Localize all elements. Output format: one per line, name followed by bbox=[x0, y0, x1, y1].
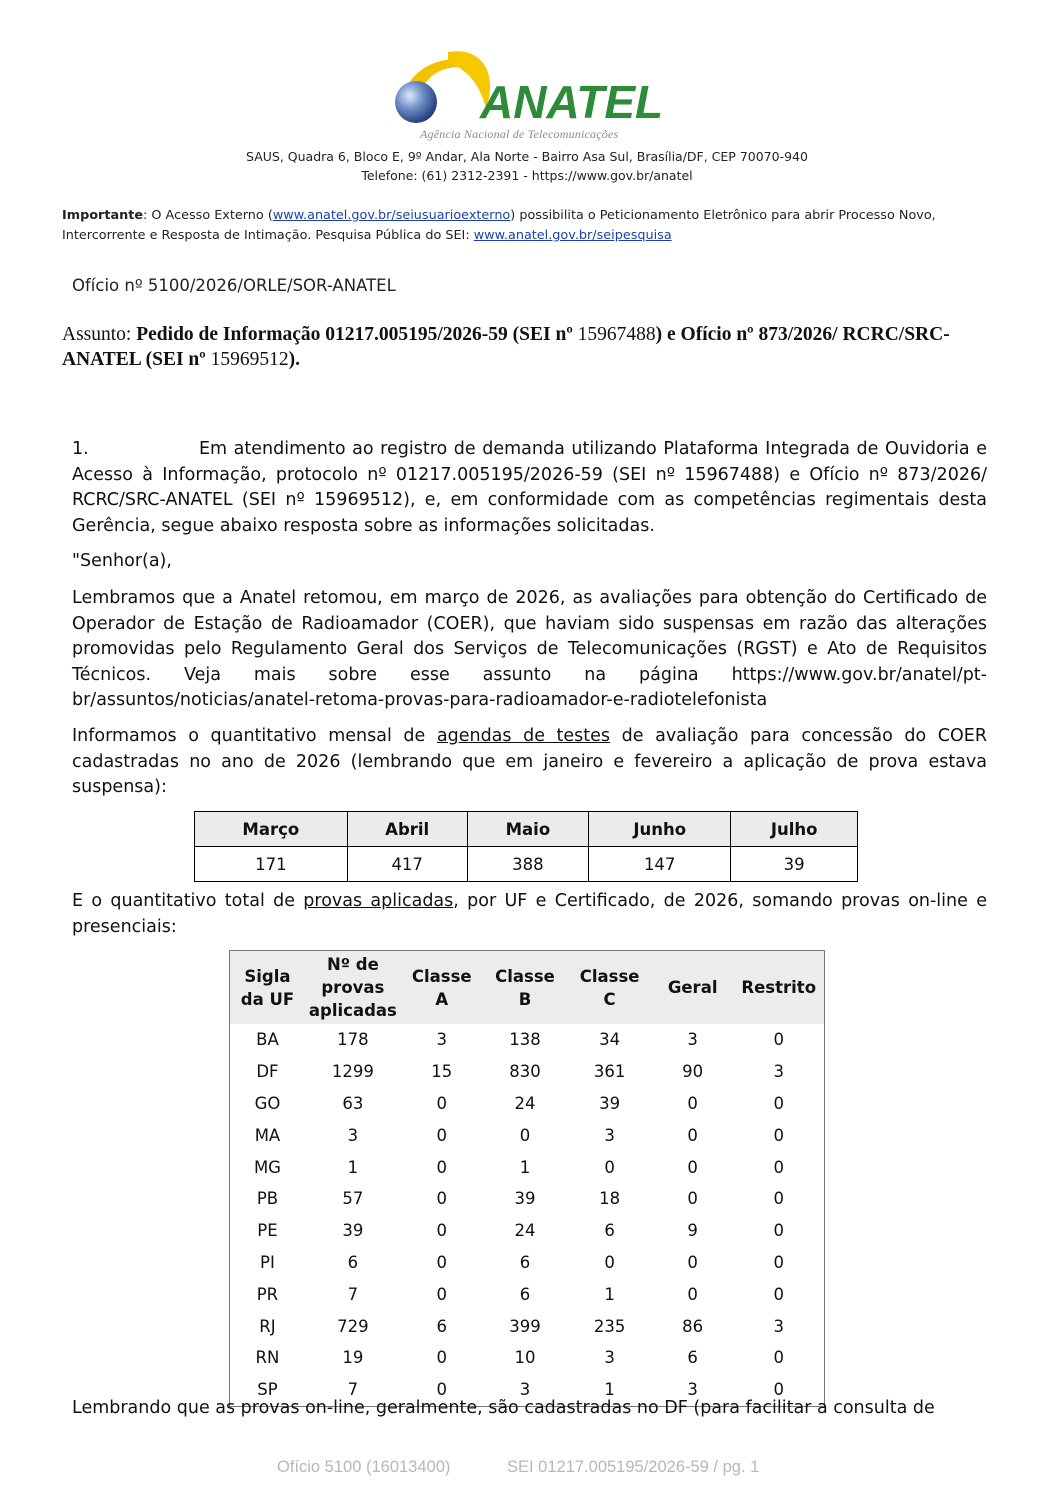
assunto-bold-2: ) e Ofício nº 873/2026/ RCRC/SRC-ANATEL (SEI nº bbox=[62, 324, 950, 370]
col-header: Nº de provas aplicadas bbox=[305, 951, 401, 1025]
table-cell: 6 bbox=[436, 1316, 447, 1336]
table-cell: GO bbox=[254, 1093, 281, 1113]
table-row bbox=[230, 1088, 825, 1120]
table-cell: 0 bbox=[436, 1125, 447, 1145]
table-cell: 0 bbox=[687, 1284, 698, 1304]
table-row bbox=[230, 1310, 825, 1342]
table-cell: SP bbox=[257, 1380, 278, 1400]
table-cell: 19 bbox=[342, 1348, 364, 1368]
table-cell: 0 bbox=[773, 1348, 784, 1368]
table-cell: 7 bbox=[347, 1380, 359, 1400]
table-cell: 18 bbox=[599, 1189, 621, 1209]
table-cell: DF bbox=[256, 1062, 279, 1082]
table-row bbox=[230, 1056, 825, 1088]
table-cell: 0 bbox=[773, 1380, 784, 1400]
p3-text-a: Informamos o quantitativo mensal de bbox=[72, 726, 437, 746]
table-row bbox=[230, 1278, 825, 1310]
footer-process-page: SEI 01217.005195/2026-59 / pg. 1 bbox=[507, 1458, 760, 1476]
monthly-schedules-table bbox=[194, 811, 858, 882]
table-cell: 6 bbox=[604, 1221, 615, 1241]
table-cell: 0 bbox=[687, 1252, 698, 1272]
table-cell: 34 bbox=[599, 1030, 621, 1050]
month-value: 39 bbox=[731, 847, 858, 882]
table-cell: 10 bbox=[514, 1348, 536, 1368]
p4-text-b: , por UF e Certificado, de 2026, somando provas on-line e presenciais: bbox=[72, 891, 987, 937]
assunto-bold-3: ). bbox=[288, 349, 300, 370]
table-cell: 0 bbox=[687, 1125, 698, 1145]
oficio-number: Ofício nº 5100/2026/ORLE/SOR-ANATEL bbox=[72, 276, 396, 295]
table-cell: 86 bbox=[682, 1316, 704, 1336]
table-cell: 729 bbox=[337, 1316, 369, 1336]
table-cell: 6 bbox=[687, 1348, 698, 1368]
paragraph-1-text: Em atendimento ao registro de demanda utilizando Plataforma Integrada de Ouvidoria e Acesso à Informação, protocolo nº 01217.005195/2026-59 (SEI nº 15967488) e Ofício nº 873/2026/ RCRC/SRC-ANATEL (SEI nº 15969512), e, em conformidade com as competências regimentais desta Gerência, segue abaixo resposta sobre as informações solicitadas. bbox=[72, 439, 987, 536]
p3-underlined: agendas de testes bbox=[436, 726, 611, 746]
table-cell: 39 bbox=[599, 1093, 621, 1113]
table-cell: 39 bbox=[514, 1189, 536, 1209]
col-header: Restrito bbox=[733, 951, 824, 1025]
assunto-sei-2: 15969512 bbox=[210, 349, 289, 370]
table-cell: 15 bbox=[431, 1062, 453, 1082]
table-cell: 138 bbox=[509, 1030, 541, 1050]
month-value: 388 bbox=[467, 847, 588, 882]
table-cell: 0 bbox=[773, 1157, 784, 1177]
table-cell: 0 bbox=[687, 1093, 698, 1113]
table-cell: 0 bbox=[773, 1125, 784, 1145]
table-row bbox=[230, 1183, 825, 1215]
month-header: Abril bbox=[347, 812, 467, 847]
table-row bbox=[230, 1247, 825, 1279]
table-cell: 1299 bbox=[331, 1062, 374, 1082]
assunto-sei-1: 15967488 bbox=[577, 324, 656, 345]
table-cell: 0 bbox=[436, 1093, 447, 1113]
public-search-link[interactable]: www.anatel.gov.br/seipesquisa bbox=[473, 228, 672, 243]
p4-text-a: E o quantitativo total de bbox=[72, 891, 304, 911]
table-cell: 0 bbox=[604, 1252, 615, 1272]
uf-table-body bbox=[230, 1024, 825, 1406]
table-cell: 0 bbox=[436, 1348, 447, 1368]
paragraph-4 bbox=[72, 889, 987, 940]
table-cell: PB bbox=[256, 1189, 279, 1209]
table-cell: 0 bbox=[773, 1189, 784, 1209]
table-cell: 0 bbox=[519, 1125, 531, 1145]
col-header: Classe C bbox=[567, 951, 652, 1025]
table-cell: PE bbox=[257, 1221, 278, 1241]
table-cell: PR bbox=[256, 1284, 279, 1304]
table-cell: 178 bbox=[337, 1030, 369, 1050]
col-header: Classe B bbox=[483, 951, 568, 1025]
table-cell: 0 bbox=[773, 1093, 784, 1113]
paragraph-2: Lembramos que a Anatel retomou, em março de 2026, as avaliações para obtenção do Certificado de Operador de Estação de Radioamador (COER), que haviam sido suspensas em razão das alterações promovidas pelo Regulamento Geral dos Serviços de Telecomunicações (RGST) e Ato de Requisitos Técnicos. Veja mais sobre esse assunto na página https://www.gov.br/anatel/pt-br/assuntos/noticias/anatel-retoma-provas-para-radioamador-e-radiotelefonista bbox=[72, 588, 987, 710]
assunto-bold-1: Pedido de Informação 01217.005195/2026-59 (SEI nº bbox=[136, 324, 578, 345]
footer-document-id: Ofício 5100 (16013400) bbox=[277, 1458, 451, 1476]
table-cell: MA bbox=[254, 1125, 281, 1145]
table-cell: 24 bbox=[514, 1093, 536, 1113]
assunto bbox=[62, 322, 962, 372]
p4-underlined: provas aplicadas bbox=[303, 891, 454, 911]
table-cell: MG bbox=[253, 1157, 281, 1177]
table-cell: 3 bbox=[604, 1125, 615, 1145]
external-access-link[interactable]: www.anatel.gov.br/seiusuarioexterno bbox=[272, 208, 511, 223]
phone-line: Telefone: (61) 2312-2391 - https://www.gov.br/anatel bbox=[361, 168, 693, 183]
table-cell: 0 bbox=[687, 1157, 698, 1177]
table-cell: 0 bbox=[773, 1030, 784, 1050]
table-cell: 1 bbox=[519, 1157, 531, 1177]
table-cell: 0 bbox=[687, 1189, 698, 1209]
month-header: Junho bbox=[589, 812, 731, 847]
table-cell: 57 bbox=[342, 1189, 364, 1209]
important-notice bbox=[62, 206, 1002, 246]
table-cell: 0 bbox=[773, 1284, 784, 1304]
month-header: Julho bbox=[731, 812, 858, 847]
paragraph-1 bbox=[72, 437, 987, 539]
col-header: Geral bbox=[652, 951, 734, 1025]
table-cell: 3 bbox=[347, 1125, 359, 1145]
table-cell: RJ bbox=[259, 1316, 276, 1336]
table-row bbox=[230, 1119, 825, 1151]
table-cell: 361 bbox=[593, 1062, 626, 1082]
table-cell: 6 bbox=[519, 1284, 531, 1304]
table-cell: 9 bbox=[687, 1221, 698, 1241]
table-cell: 0 bbox=[773, 1221, 784, 1241]
logo-text: ANATEL bbox=[480, 76, 664, 128]
table-cell: 24 bbox=[514, 1221, 536, 1241]
table-cell: 3 bbox=[773, 1062, 784, 1082]
table-cell: 3 bbox=[604, 1348, 615, 1368]
table-cell: 3 bbox=[687, 1030, 698, 1050]
table-cell: 235 bbox=[593, 1316, 626, 1336]
table-row bbox=[230, 1342, 825, 1374]
table-cell: 1 bbox=[347, 1157, 359, 1177]
p3-text-b: de avaliação para concessão do COER cadastradas no ano de 2026 (lembrando que em janeiro e fevereiro a aplicação de prova estava suspensa): bbox=[72, 726, 987, 797]
table-cell: 1 bbox=[604, 1380, 615, 1400]
col-header: Classe A bbox=[401, 951, 483, 1025]
assunto-label: Assunto: bbox=[62, 324, 137, 345]
tests-by-uf-table bbox=[229, 950, 825, 1407]
paragraph-3 bbox=[72, 724, 987, 801]
table-cell: 0 bbox=[436, 1380, 447, 1400]
table-row bbox=[230, 1151, 825, 1183]
table-cell: 39 bbox=[342, 1221, 364, 1241]
table-cell: 3 bbox=[687, 1380, 698, 1400]
month-value: 171 bbox=[195, 847, 348, 882]
table-cell: 830 bbox=[509, 1062, 541, 1082]
table-cell: 0 bbox=[604, 1157, 615, 1177]
table-cell: 3 bbox=[519, 1380, 531, 1400]
important-text: : O Acesso Externo ( bbox=[143, 208, 273, 223]
table-cell: 1 bbox=[604, 1284, 615, 1304]
table-cell: 0 bbox=[436, 1189, 447, 1209]
logo-tagline: Agência Nacional de Telecomunicações bbox=[420, 127, 619, 141]
table-cell: 6 bbox=[519, 1252, 531, 1272]
table-cell: 0 bbox=[436, 1157, 447, 1177]
table-cell: 63 bbox=[342, 1093, 364, 1113]
table-cell: RN bbox=[255, 1348, 280, 1368]
paragraph-5: Lembrando que as provas on-line, geralmente, são cadastradas no DF (para facilitar a consulta de bbox=[72, 1398, 935, 1418]
uf-table-header-row bbox=[230, 951, 825, 1025]
table-cell: 399 bbox=[509, 1316, 541, 1336]
table-cell: 0 bbox=[436, 1252, 447, 1272]
month-value: 417 bbox=[347, 847, 467, 882]
important-label: Importante bbox=[62, 208, 144, 223]
table-cell: 3 bbox=[436, 1030, 447, 1050]
address-line: SAUS, Quadra 6, Bloco E, 9º Andar, Ala Norte - Bairro Asa Sul, Brasília/DF, CEP 70070-940 bbox=[246, 149, 808, 164]
table-cell: 0 bbox=[436, 1284, 447, 1304]
table-cell: BA bbox=[256, 1030, 279, 1050]
month-value: 147 bbox=[589, 847, 731, 882]
table-cell: 0 bbox=[773, 1252, 784, 1272]
month-header: Maio bbox=[467, 812, 588, 847]
table-row bbox=[230, 1215, 825, 1247]
important-text-2: ) possibilita o Peticionamento Eletrônico para abrir Processo Novo, Intercorrente e Resposta de Intimação. Pesquisa Pública do SEI: bbox=[62, 208, 936, 243]
col-header: Sigla da UF bbox=[230, 951, 305, 1025]
table-cell: 3 bbox=[773, 1316, 784, 1336]
salutation: "Senhor(a), bbox=[72, 551, 172, 571]
table-cell: 0 bbox=[436, 1221, 447, 1241]
table-cell: PI bbox=[260, 1252, 275, 1272]
table-cell: 6 bbox=[347, 1252, 359, 1272]
month-header: Março bbox=[195, 812, 348, 847]
table-row bbox=[230, 1024, 825, 1056]
table-cell: 90 bbox=[682, 1062, 704, 1082]
paragraph-number: 1. bbox=[72, 439, 89, 459]
table-cell: 7 bbox=[347, 1284, 359, 1304]
